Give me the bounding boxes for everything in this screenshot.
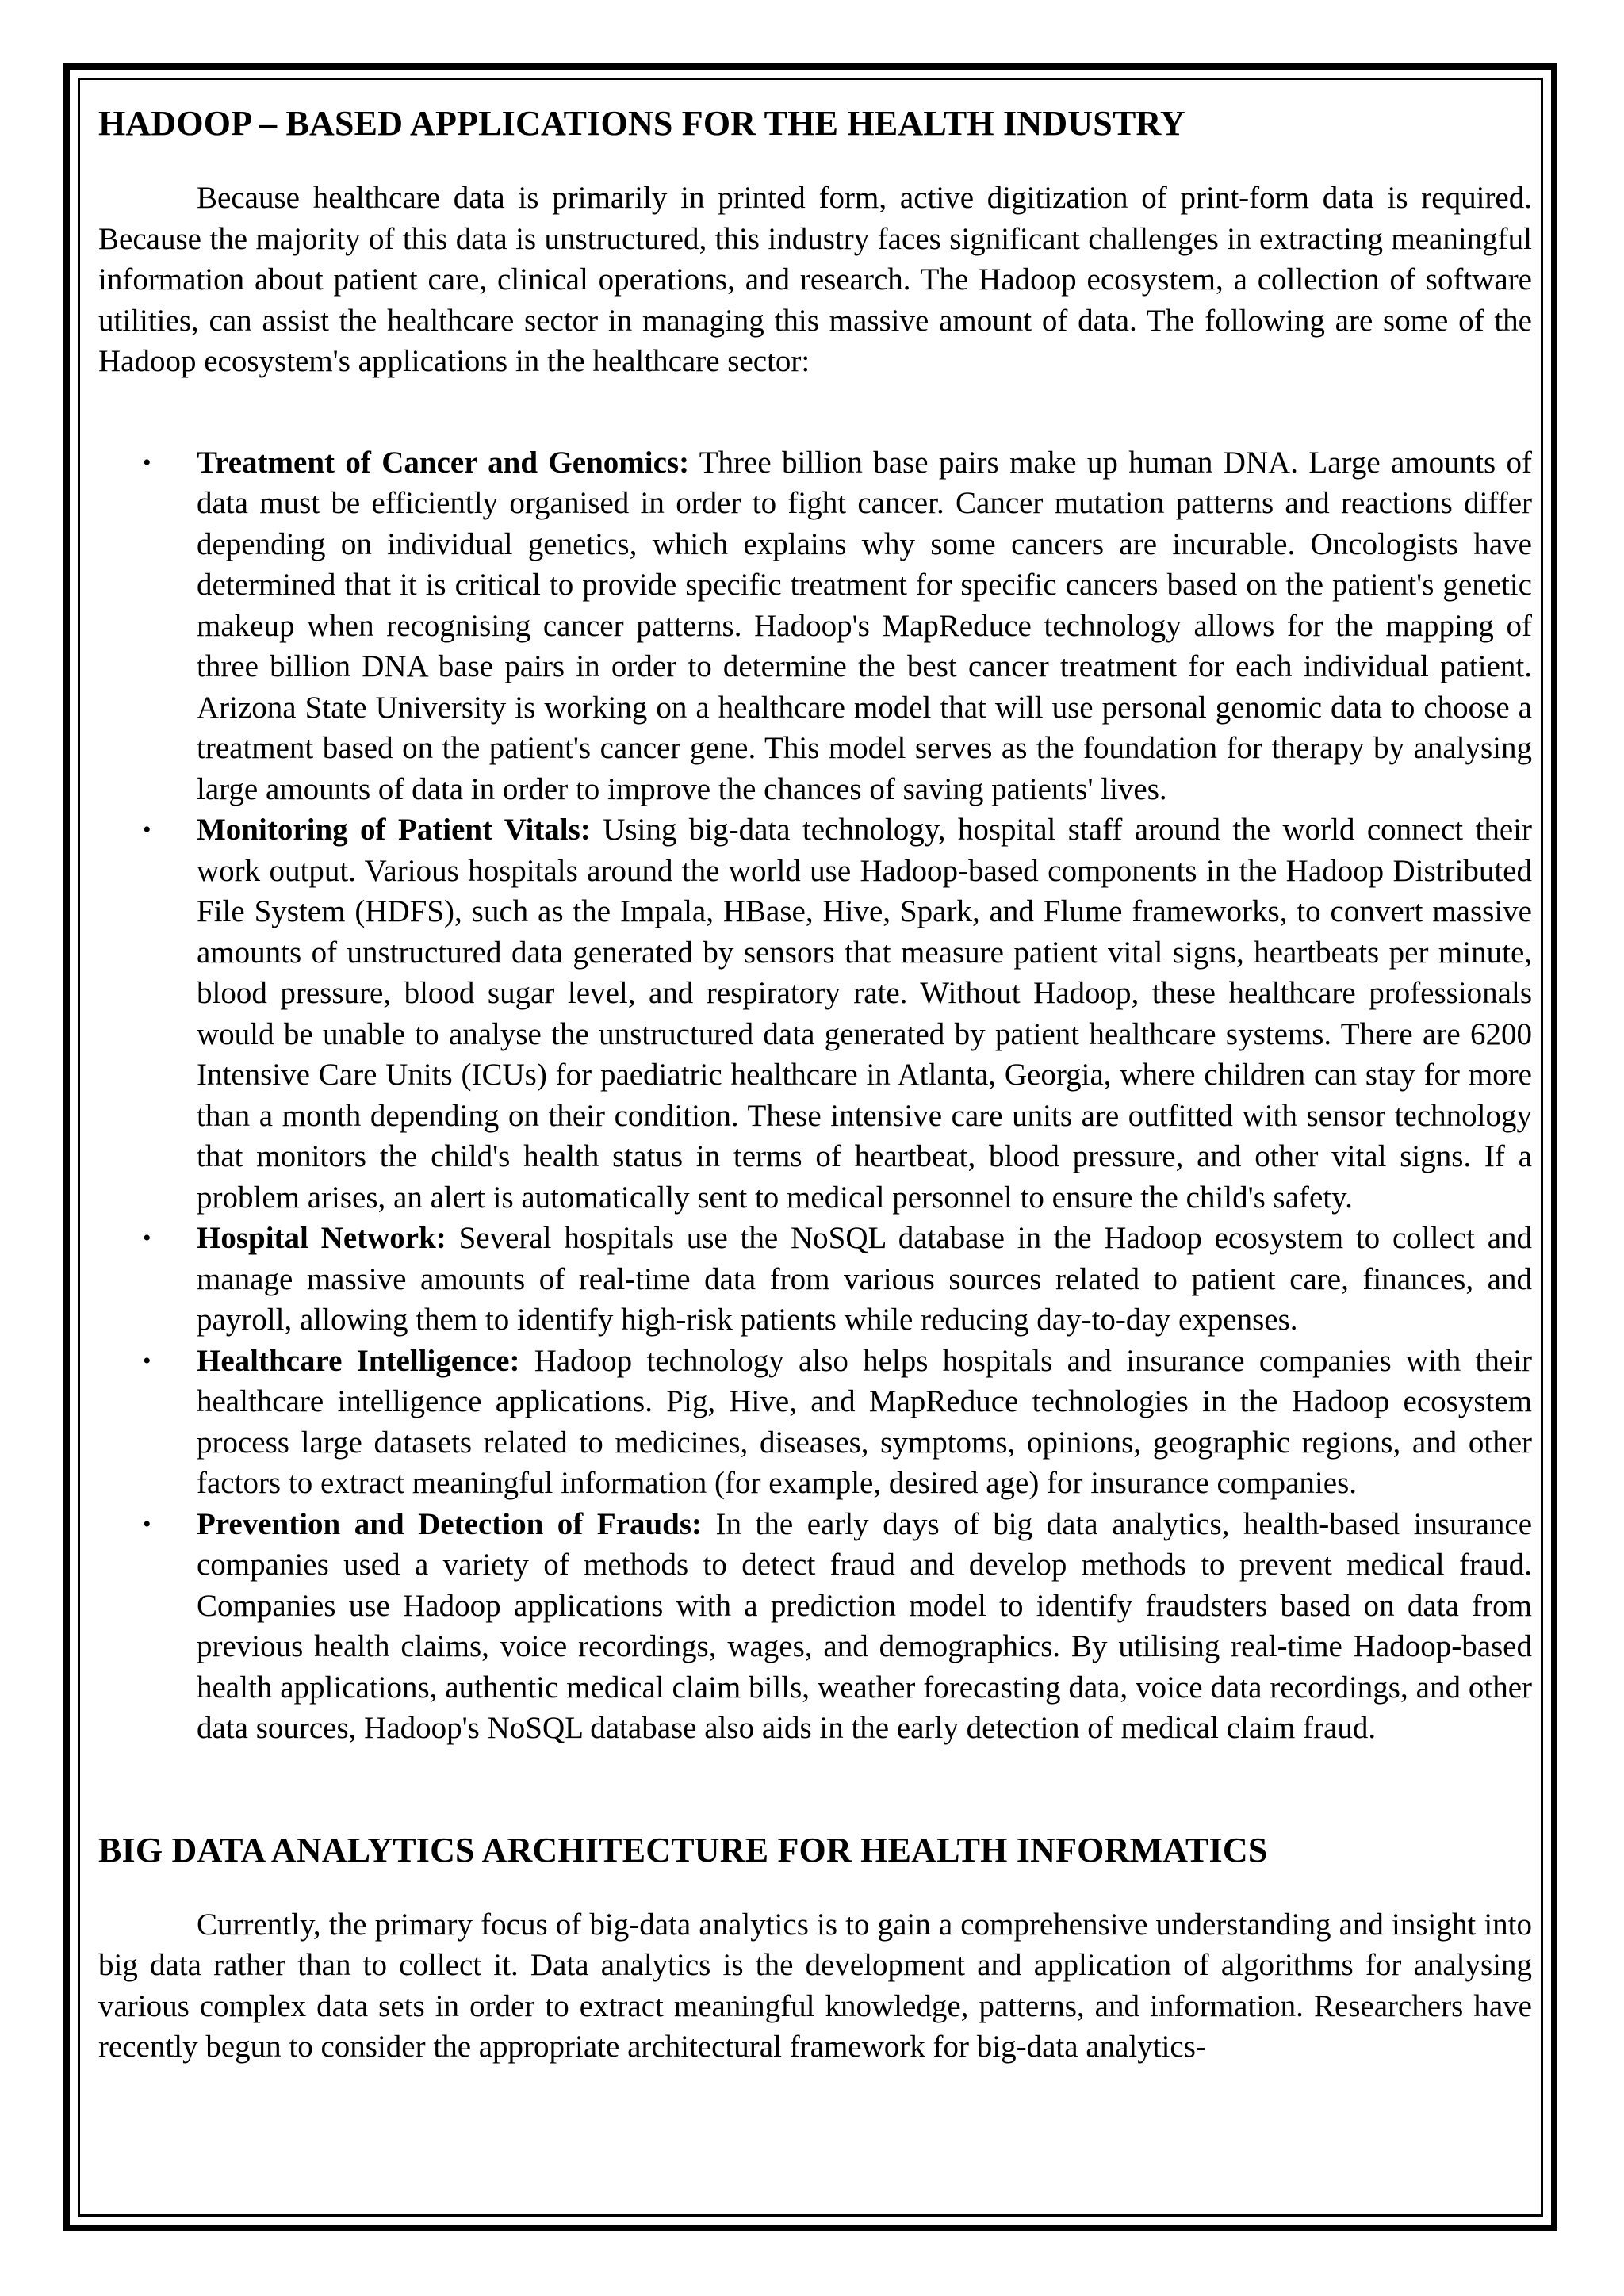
page-content [98,94,1532,2068]
list-item-hospital-network [98,1218,1532,1341]
list-item-text: Several hospitals use the NoSQL database in the Hadoop ecosystem to collect and manage massive amounts of real-time data from various sources related to patient care, finances, and payroll, allowing them to identify high-risk patients while reducing day-to-day expenses. [197,1221,1532,1337]
list-item-term: Monitoring of Patient Vitals: [197,813,591,847]
bullet-icon: • [143,817,151,843]
list-item-text: In the early days of big data analytics, health-based insurance companies used a variety of methods to detect fraud and develop methods to prevent medical fraud. Companies use Hadoop applications with a prediction model to identify fraudsters based on data from previous health claims, voice recordings, wages, and demographics. By utilising real-time Hadoop-based health applications, authentic medical claim bills, weather forecasting data, voice data recordings, and other data sources, Hadoop's NoSQL database also aids in the early detection of medical claim fraud. [197,1506,1533,1745]
list-item-term: Treatment of Cancer and Genomics: [197,445,690,480]
bullet-icon: • [143,1225,151,1251]
list-item-term: Hospital Network: [197,1221,446,1255]
intro-paragraph-big-data: Currently, the primary focus of big-data analytics is to gain a comprehensive understanding and insight into big data rather than to collect it. Data analytics is the development and application of algorithms for analysing various complex data sets in order to extract meaningful knowledge, patterns, and information. Researchers have recently begun to consider the appropriate architectural framework for big-data analytics- [98,1907,1532,2064]
section-heading-hadoop-applications: HADOOP – BASED APPLICATIONS FOR THE HEALTH INDUSTRY [98,104,1185,143]
bullet-icon: • [143,449,151,476]
list-item-fraud-detection [98,1504,1532,1749]
list-item-text: Using big-data technology, hospital staff around the world connect their work output. Various hospitals around the world use Hadoop-based components in the Hadoop Distributed File System (HDFS), such as the Impala, HBase, Hive, Spark, and Flume frameworks, to convert massive amounts of unstructured data generated by sensors that measure patient vital signs, heartbeats per minute, blood pressure, blood sugar level, and respiratory rate. Without Hadoop, these healthcare professionals would be unable to analyse the unstructured data generated by patient healthcare systems. There are 6200 Intensive Care Units (ICUs) for paediatric healthcare in Atlanta, Georgia, where children can stay for more than a month depending on their condition. These intensive care units are outfitted with sensor technology that monitors the child's health status in terms of heartbeat, blood pressure, and other vital signs. If a problem arises, an alert is automatically sent to medical personnel to ensure the child's safety. [197,813,1532,1215]
list-item-cancer-genomics [98,442,1532,810]
bullet-icon: • [143,1347,151,1374]
intro-paragraph-hadoop: Because healthcare data is primarily in printed form, active digitization of print-form data is required. Because the majority of this data is unstructured, this industry faces significant challenges in extracting meaningful information about patient care, clinical operations, and research. The Hadoop ecosystem, a collection of software utilities, can assist the healthcare sector in managing this massive amount of data. The following are some of the Hadoop ecosystem's applications in the healthcare sector: [98,181,1532,378]
hadoop-applications-list [98,442,1532,1749]
section-heading-big-data-architecture: BIG DATA ANALYTICS ARCHITECTURE FOR HEALTH INFORMATICS [98,1830,1268,1869]
list-item-healthcare-intelligence [98,1341,1532,1504]
bullet-icon: • [143,1510,151,1537]
list-item-term: Healthcare Intelligence: [197,1343,520,1378]
list-item-text: Three billion base pairs make up human DNA. Large amounts of data must be efficiently organised in order to fight cancer. Cancer mutation patterns and reactions differ depending on individual genetics, which explains why some cancers are incurable. Oncologists have determined that it is critical to provide specific treatment for specific cancers based on the patient's genetic makeup when recognising cancer patterns. Hadoop's MapReduce technology allows for the mapping of three billion DNA base pairs in order to determine the best cancer treatment for each individual patient. Arizona State University is working on a healthcare model that will use personal genomic data to choose a treatment based on the patient's cancer gene. This model serves as the foundation for therapy by analysing large amounts of data in order to improve the chances of saving patients' lives. [197,445,1533,806]
list-item-text: Hadoop technology also helps hospitals and insurance companies with their healthcare intelligence applications. Pig, Hive, and MapReduce technologies in the Hadoop ecosystem process large datasets related to medicines, diseases, symptoms, opinions, geographic regions, and other factors to extract meaningful information (for example, desired age) for insurance companies. [197,1343,1532,1500]
list-item-patient-vitals [98,809,1532,1218]
list-item-term: Prevention and Detection of Frauds: [197,1506,703,1541]
